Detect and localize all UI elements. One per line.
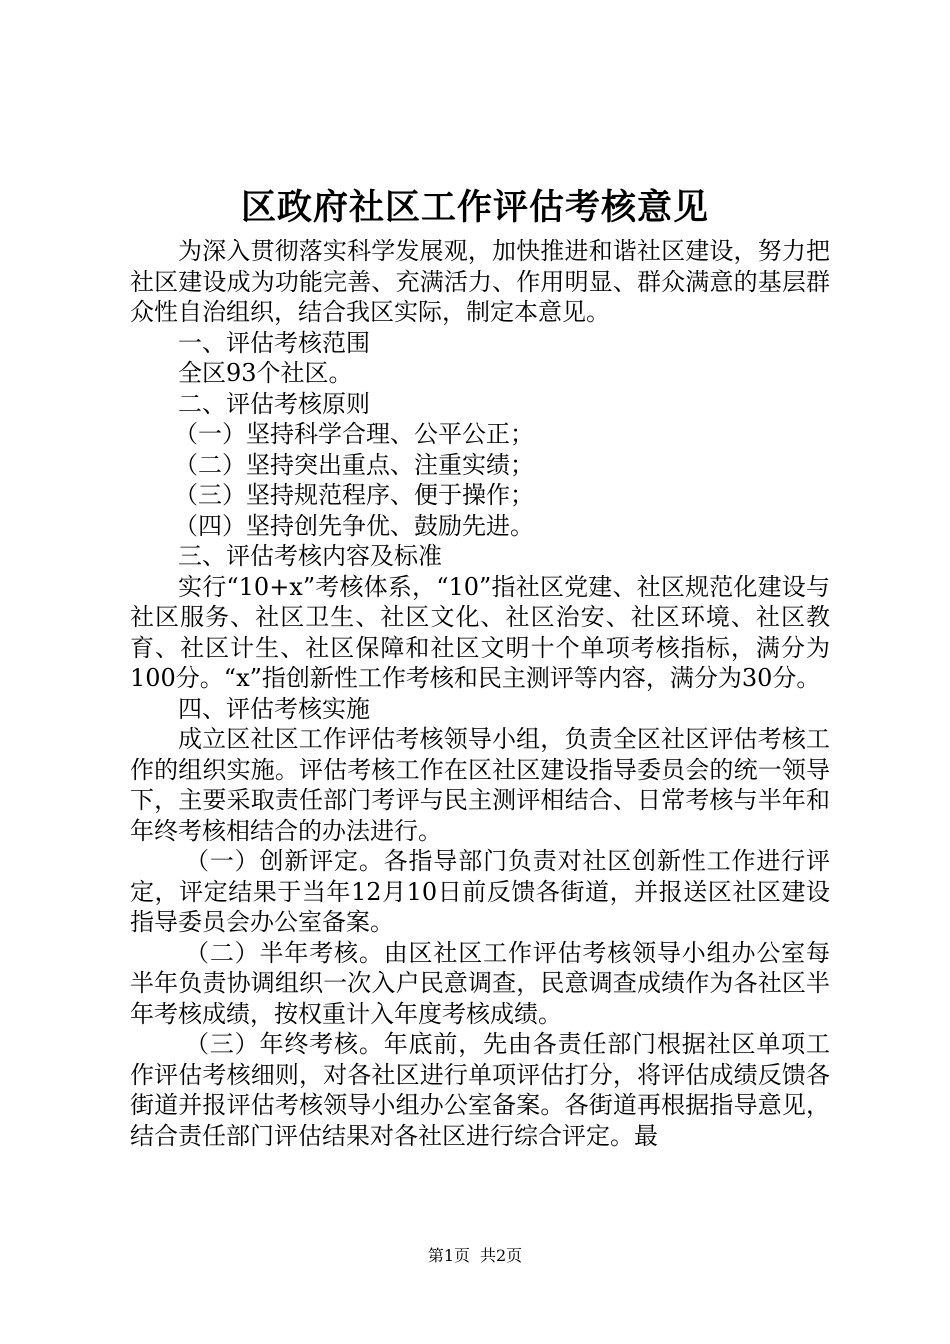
page-total: 共2页 xyxy=(480,1246,523,1265)
principle-item-3: （三）坚持规范程序、便于操作； xyxy=(174,481,534,509)
content-paragraph: 实行“10+x”考核体系，“10”指社区党建、社区规范化建设与社区服务、社区卫生、社区文化、社区治安、社区环境、社区教育、社区计生、社区保障和社区文明十个单项考核指标，满分为100分。“x”指创新性工作考核和民主测评等内容，满分为30分。 xyxy=(130,572,830,692)
document-body xyxy=(130,236,830,1151)
section-heading-scope: 一、评估考核范围 xyxy=(178,328,370,357)
page-number: 第1页 xyxy=(427,1246,470,1265)
section-heading-principles: 二、评估考核原则 xyxy=(178,389,370,418)
year-end-paragraph: （三）年终考核。年底前，先由各责任部门根据社区单项工作评估考核细则，对各社区进行单项评估打分，将评估成绩反馈各街道并报评估考核领导小组办公室备案。各街道再根据指导意见，结合责任部门评估结果对各社区进行综合评定。最 xyxy=(130,1030,830,1150)
principle-item-2: （二）坚持突出重点、注重实绩； xyxy=(174,450,534,479)
scope-text: 全区93个社区。 xyxy=(178,359,353,387)
section-heading-implementation: 四、评估考核实施 xyxy=(178,694,370,723)
intro-paragraph: 为深入贯彻落实科学发展观，加快推进和谐社区建设，努力把社区建设成为功能完善、充满活力、作用明显、群众满意的基层群众性自治组织，结合我区实际，制定本意见。 xyxy=(130,237,830,326)
page-footer xyxy=(0,1246,950,1266)
principle-item-1: （一）坚持科学合理、公平公正； xyxy=(174,420,534,448)
principle-item-4: （四）坚持创先争优、鼓励先进。 xyxy=(174,511,534,540)
half-year-paragraph: （二）半年考核。由区社区工作评估考核领导小组办公室每半年负责协调组织一次入户民意调查，民意调查成绩作为各社区半年考核成绩，按权重计入年度考核成绩。 xyxy=(130,938,830,1028)
section-heading-content: 三、评估考核内容及标准 xyxy=(178,542,442,570)
innovation-paragraph: （一）创新评定。各指导部门负责对社区创新性工作进行评定，评定结果于当年12月10日前反馈各街道，并报送区社区建设指导委员会办公室备案。 xyxy=(130,847,830,936)
implementation-paragraph: 成立区社区工作评估考核领导小组，负责全区社区评估考核工作的组织实施。评估考核工作在区社区建设指导委员会的统一领导下，主要采取责任部门考评与民主测评相结合、日常考核与半年和年终考核相结合的办法进行。 xyxy=(130,725,830,845)
document-title: 区政府社区工作评估考核意见 xyxy=(240,187,709,228)
